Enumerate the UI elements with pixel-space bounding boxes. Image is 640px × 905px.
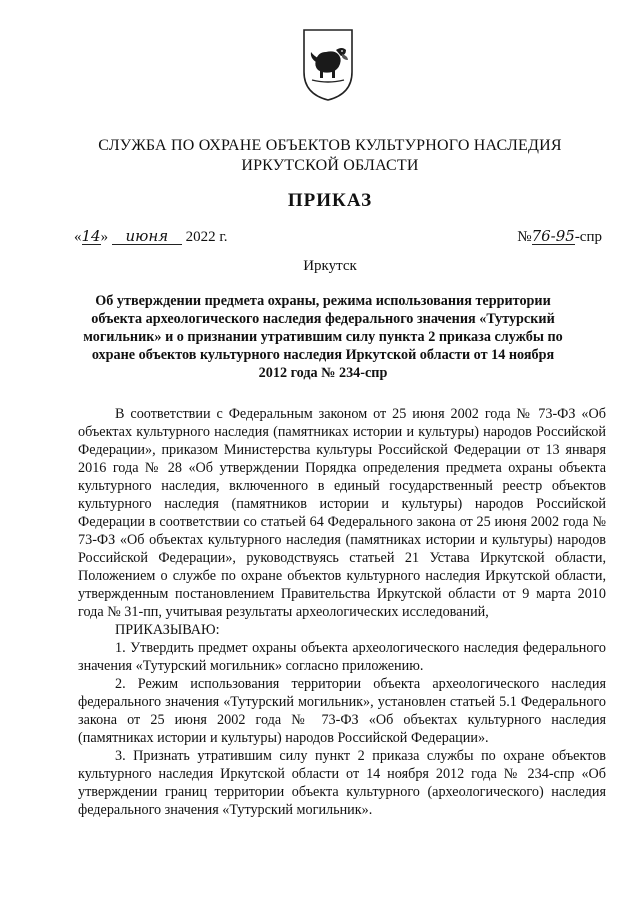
document-type-title: ПРИКАЗ — [287, 190, 373, 211]
agency-name-line2: ИРКУТСКОЙ ОБЛАСТИ — [241, 157, 419, 174]
order-item-1: 1. Утвердить предмет охраны объекта археологического наследия федерального значения «Тутурский могильник» согласно приложению. — [78, 640, 606, 674]
city-name: Иркутск — [303, 258, 357, 274]
number-prefix: № — [517, 229, 532, 245]
agency-name-line1: СЛУЖБА ПО ОХРАНЕ ОБЪЕКТОВ КУЛЬТУРНОГО НАСЛЕДИЯ — [98, 137, 562, 154]
date-day-handwritten: 14 — [81, 227, 101, 245]
order-subject-heading: Об утверждении предмета охраны, режима использования территории объекта археологического наследия федерального значения «Тутурский могильник» и о признании утратившим силу пункта 2 приказа службы по охране объектов культурного наследия Иркутской области от 14 ноября 2012 года № 234-спр — [83, 293, 563, 381]
number-handwritten: 76-95 — [531, 227, 575, 245]
date-year: 2022 г. — [185, 229, 228, 245]
order-item-2: 2. Режим использования территории объекта археологического наследия федерального значения «Тутурский могильник», установлен статьей 5.1 Федерального закона от 25 июня 2002 года № 73-ФЗ «Об объектах культурного наследия (памятниках истории и культуры) народов Российской Федерации». — [78, 676, 606, 746]
order-number — [517, 228, 602, 246]
number-suffix: -спр — [574, 229, 602, 245]
date-open-quote: « — [74, 229, 82, 245]
order-item-3: 3. Признать утратившим силу пункт 2 приказа службы по охране объектов культурного наследия Иркутской области от 14 ноября 2012 года № 234-спр «Об утверждении границ территории объекта культурного (археологического) наследия федерального значения «Тутурский могильник». — [78, 748, 606, 818]
preamble-paragraph: В соответствии с Федеральным законом от 25 июня 2002 года № 73-ФЗ «Об объектах культурного наследия (памятниках истории и культуры) народов Российской Федерации», приказом Министерства культуры Российской Федерации от 13 января 2016 года № 28 «Об утверждении Порядка определения предмета охраны объекта культурного наследия, включенного в единый государственный реестр объектов культурного наследия (памятников истории и культуры) народов Российской Федерации в соответствии со статьей 64 Федерального закона от 25 июня 2002 года № 73-ФЗ «Об объектах культурного наследия (памятниках истории и культуры) народов Российской Федерации», руководствуясь статьей 21 Устава Иркутской области, Положением о службе по охране объектов культурного наследия Иркутской области, утвержденным постановлением Правительства Иркутской области от 9 марта 2010 года № 31-пп, учитывая результаты археологических исследований, — [78, 406, 606, 620]
decree-word: ПРИКАЗЫВАЮ: — [115, 622, 220, 638]
sable-coat-of-arms-icon — [302, 28, 354, 102]
date-month-handwritten: июня — [112, 228, 182, 245]
date-close-quote: » — [100, 229, 109, 245]
order-date — [74, 228, 228, 246]
order-body — [78, 405, 606, 819]
